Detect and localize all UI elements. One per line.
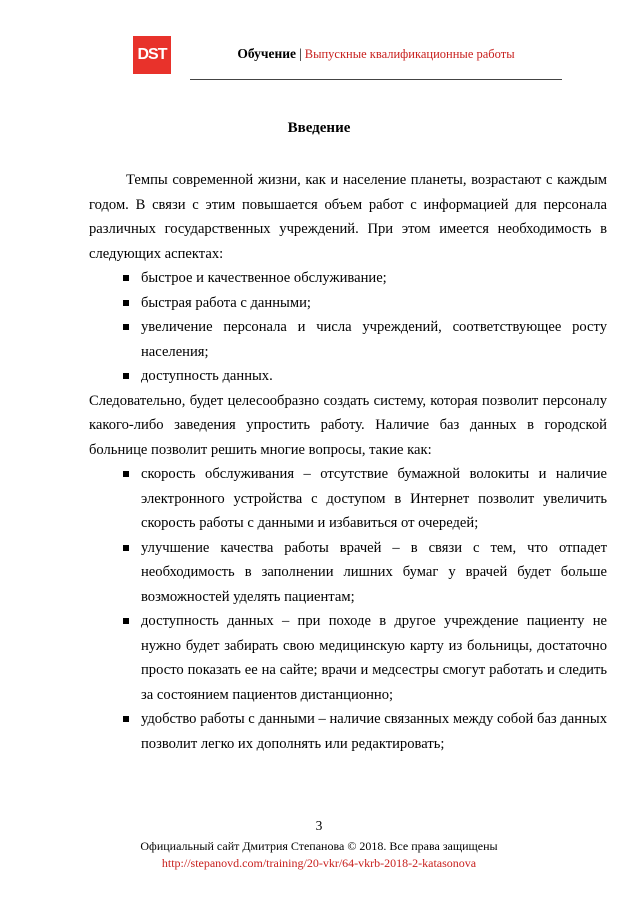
footer-link[interactable]: http://stepanovd.com/training/20-vkr/64-vkrb-2018-2-katasonova — [161, 856, 477, 870]
list-item-text: быстрая работа с данными; — [141, 294, 311, 311]
document-body — [89, 168, 607, 756]
square-bullet-icon — [123, 618, 129, 624]
square-bullet-icon — [123, 545, 129, 551]
footer-copyright: Официальный сайт Дмитрия Степанова © 2018. Все права защищены — [140, 839, 498, 853]
header-subtitle: Выпускные квалификационные работы — [304, 47, 515, 61]
header-separator: | — [299, 46, 302, 61]
conclusion-paragraph: Следовательно, будет целесообразно создать систему, которая позволит персоналу какого-либо заведения упростить работу. Наличие баз данных в городской больнице позволит решить многие вопросы, такие как: — [89, 392, 607, 458]
square-bullet-icon — [123, 471, 129, 477]
list-item — [141, 707, 607, 756]
section-heading: Введение — [287, 120, 351, 136]
list-item-text: улучшение качества работы врачей – в связи с тем, что отпадет необходимость в заполнении лишних бумаг у врачей будет больше возможностей уделять пациентам; — [141, 539, 607, 605]
square-bullet-icon — [123, 324, 129, 330]
list-item — [141, 609, 607, 707]
list-item — [141, 462, 607, 536]
square-bullet-icon — [123, 275, 129, 281]
dst-logo: DST — [133, 36, 171, 74]
header-title: Обучение — [237, 46, 297, 61]
list-item-text: быстрое и качественное обслуживание; — [141, 270, 387, 286]
list-item — [141, 266, 607, 291]
list-item — [141, 364, 607, 389]
page-header — [190, 46, 562, 62]
square-bullet-icon — [123, 300, 129, 306]
list-item-text: скорость обслуживания – отсутствие бумажной волокиты и наличие электронного устройства с доступом в Интернет позволит увеличить скорость работы с данными и избавиться от очередей; — [141, 466, 607, 531]
list-item-text: доступность данных. — [141, 368, 273, 384]
aspects-list — [89, 266, 607, 389]
list-item-text: удобство работы с данными – наличие связанных между собой баз данных позволит легко их дополнять или редактировать; — [141, 711, 607, 752]
square-bullet-icon — [123, 716, 129, 722]
intro-paragraph: Темпы современной жизни, как и население планеты, возрастают с каждым годом. В связи с этим повышается объем работ с информацией для персонала различных государственных учреждений. При этом имеется необходимость в следующих аспектах: — [89, 172, 607, 262]
header-rule — [190, 79, 562, 80]
page-number: 3 — [315, 818, 323, 833]
list-item-text: доступность данных – при походе в другое учреждение пациенту не нужно будет забирать свою медицинскую карту из больницы, достаточно просто показать ее на сайте; врачи и медсестры смогут работать и следить за состоянием пациентов дистанционно; — [141, 613, 607, 703]
benefits-list — [89, 462, 607, 756]
list-item — [141, 315, 607, 364]
square-bullet-icon — [123, 373, 129, 379]
list-item — [141, 291, 607, 316]
list-item-text: увеличение персонала и числа учреждений, соответствующее росту населения; — [141, 319, 607, 360]
page-footer — [0, 838, 638, 872]
list-item — [141, 536, 607, 610]
